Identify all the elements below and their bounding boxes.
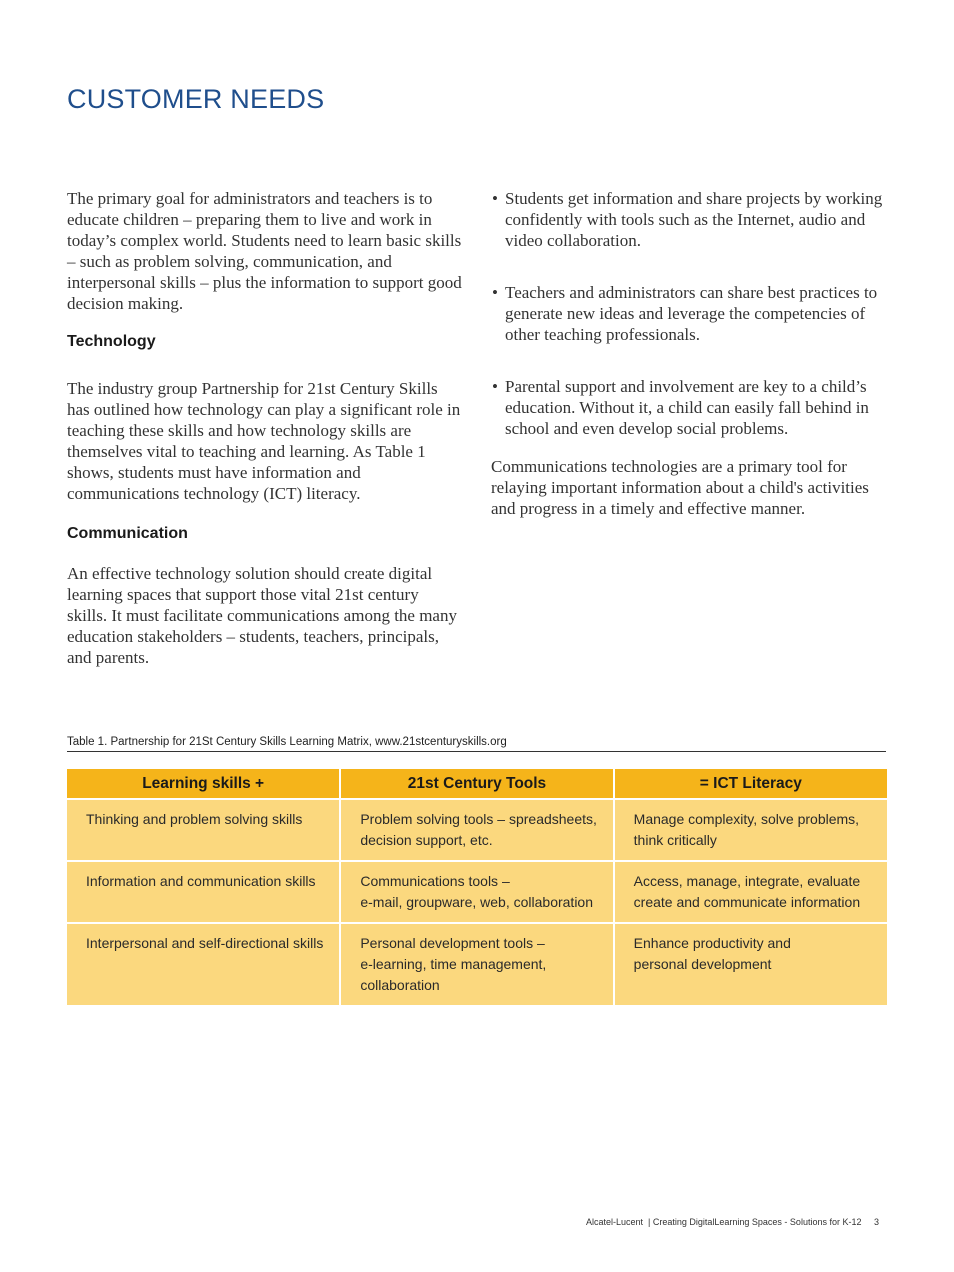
column-header: 21st Century Tools [340,769,613,799]
page-footer [586,1217,879,1227]
table-row [67,799,887,861]
cell-line: decision support, etc. [360,832,493,848]
cell-line: Enhance productivity and [633,935,791,951]
right-column [491,188,888,519]
cell-line: personal development [633,956,772,972]
table-header-row [67,769,887,799]
cell-line: Problem solving tools – spreadsheets, [360,811,597,827]
footer-text: Alcatel-Lucent | Creating DigitalLearning Spaces - Solutions for K-12 [585,1217,862,1227]
cell-line: Communications tools – [360,873,510,889]
table-cell [340,861,613,923]
table-row [67,923,887,1005]
column-header: Learning skills + [67,769,340,799]
page-title: CUSTOMER NEEDS [67,84,325,114]
table-row [67,861,887,923]
table-caption: Table 1. Partnership for 21St Century Skills Learning Matrix, www.21stcenturyskills.org [67,736,886,752]
table-cell [614,861,887,923]
table-cell [67,799,340,861]
column-header: = ICT Literacy [614,769,887,799]
bullet-item [491,282,888,345]
cell-line: e-mail, groupware, web, collaboration [360,894,594,910]
intro-paragraph: The primary goal for administrators and teachers is to educate children – preparing them to live and work in today’s complex world. Students need to learn basic skills – such as problem solving, communication, and interpersonal skills – plus the information to support good decision making. [67,189,462,313]
table-cell [340,799,613,861]
bullet-symbol: • [492,377,498,396]
communication-paragraph: An effective technology solution should create digital learning spaces that support those vital 21st century skills. It must facilitate communications among the many education stakeholders – students, teachers, principals, and parents. [67,564,457,667]
cell-line: Thinking and problem solving skills [86,811,303,827]
page-number: 3 [873,1217,879,1227]
technology-heading: Technology [67,333,156,350]
bullet-item [491,188,888,251]
cell-line: Manage complexity, solve problems, [633,811,860,827]
bullet-symbol: • [492,189,498,208]
bullet-symbol: • [492,283,498,302]
cell-line: Interpersonal and self-directional skills [86,935,324,951]
cell-line: think critically [633,832,717,848]
cell-line: e-learning, time management, [360,956,547,972]
table-cell [67,923,340,1005]
table-cell [340,923,613,1005]
bullet-text: Students get information and share projects by working confidently with tools such as the Internet, audio and video collaboration. [505,189,883,250]
bullet-text: Teachers and administrators can share best practices to generate new ideas and leverage the competencies of other teaching professionals. [505,283,878,344]
skills-matrix-table [67,769,887,1005]
left-column [67,188,462,668]
cell-line: Information and communication skills [86,873,316,889]
bullet-item [491,376,888,439]
cell-line: create and communicate information [633,894,861,910]
bullet-text: Parental support and involvement are key to a child’s education. Without it, a child can easily fall behind in school and even develop social problems. [505,377,869,438]
table-cell [67,861,340,923]
cell-line: Access, manage, integrate, evaluate [633,873,861,889]
closing-paragraph: Communications technologies are a primary tool for relaying important information about a child's activities and progress in a timely and effective manner. [491,457,869,518]
cell-line: Personal development tools – [360,935,545,951]
technology-paragraph: The industry group Partnership for 21st Century Skills has outlined how technology can play a significant role in teaching these skills and how technology skills are themselves vital to teaching and learning. As Table 1 shows, students must have information and communications technology (ICT) literacy. [67,379,461,503]
table-cell [614,799,887,861]
table-cell [614,923,887,1005]
cell-line: collaboration [360,977,440,993]
communication-heading: Communication [67,525,188,542]
